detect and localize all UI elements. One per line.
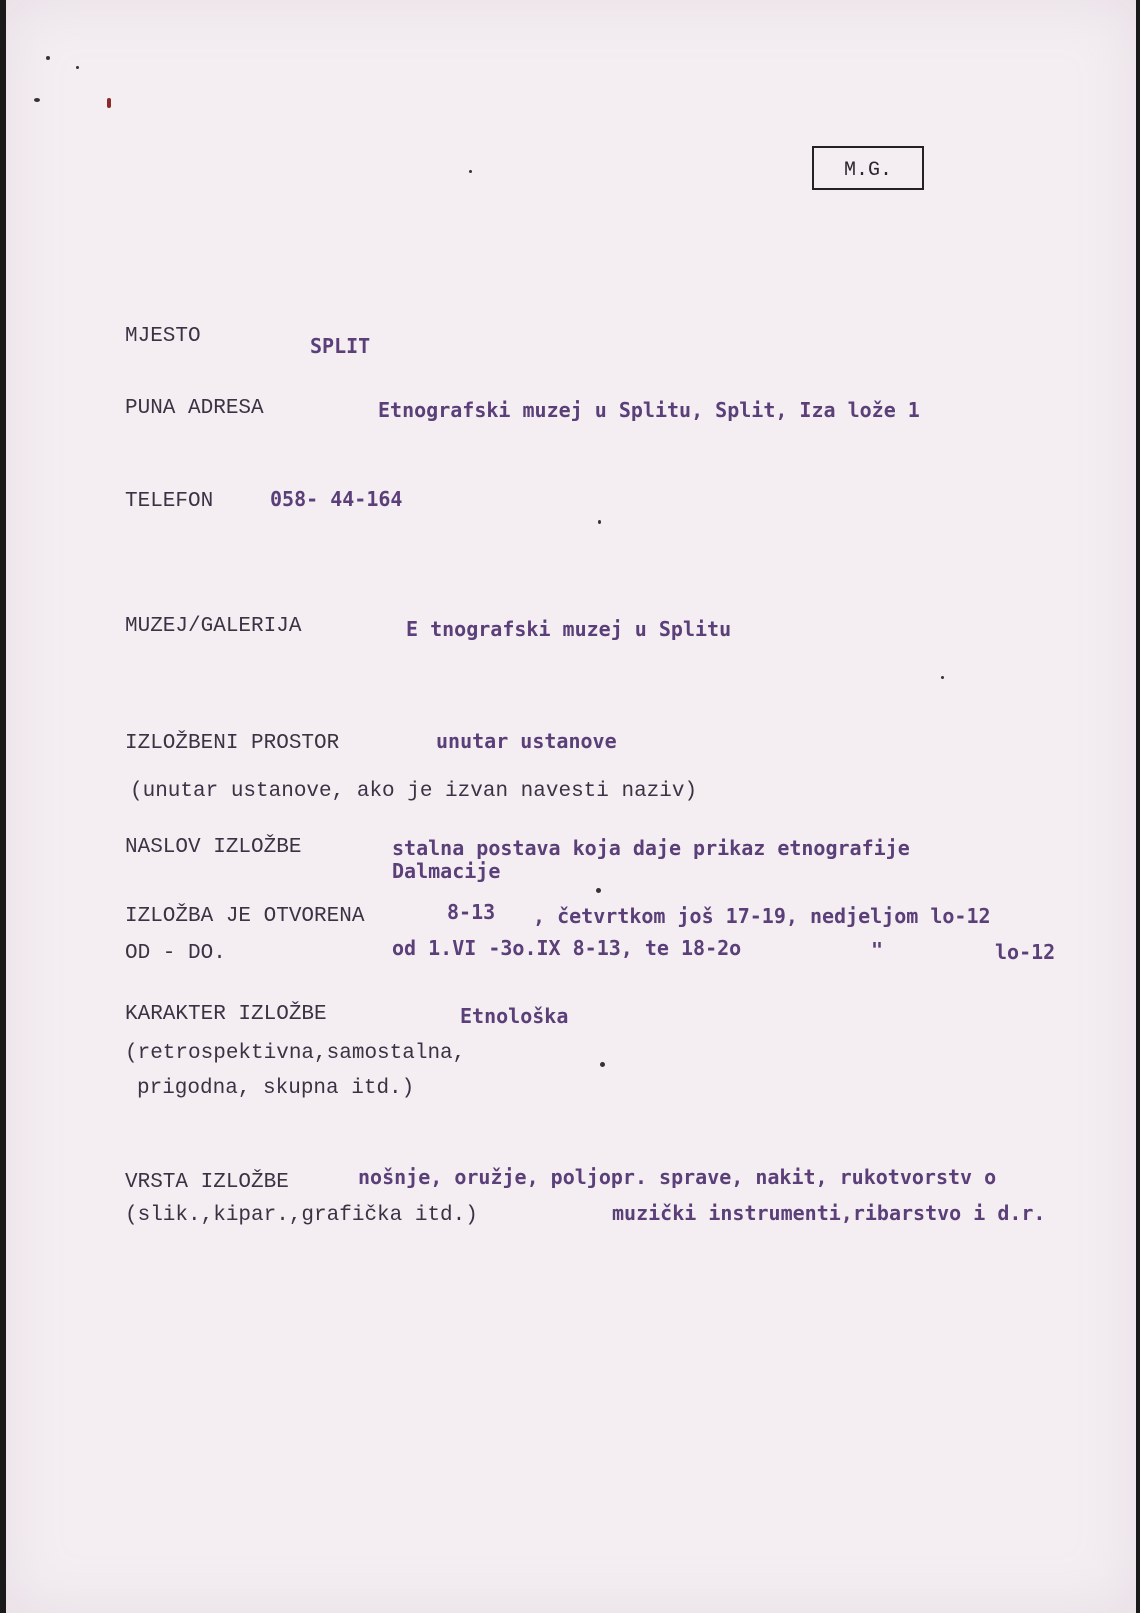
muzej-value: E tnografski muzej u Splitu — [406, 617, 732, 641]
corner-mark-box — [812, 146, 924, 190]
naslov-value-line2: Dalmacije — [392, 859, 501, 883]
telefon-label: TELEFON — [125, 490, 214, 513]
prostor-hint: (unutar ustanove, ako je izvan navesti naziv) — [130, 780, 698, 803]
adresa-value: Etnografski muzej u Splitu, Split, Iza lože 1 — [378, 398, 920, 422]
otvorena-label-line2: OD - DO. — [125, 942, 226, 965]
naslov-label: NASLOV IZLOŽBE — [125, 836, 302, 859]
telefon-value: 058- 44-164 — [270, 487, 403, 511]
otvorena-hours-weekday: 8-13 — [447, 900, 496, 924]
karakter-hint-line2: prigodna, skupna itd.) — [137, 1077, 415, 1100]
scan-speck — [600, 1062, 605, 1067]
otvorena-ditto-mark: " — [871, 938, 884, 962]
karakter-value: Etnološka — [460, 1004, 569, 1028]
otvorena-summer-hours: od 1.VI -3o.IX 8-13, te 18-2o — [392, 936, 742, 960]
vrsta-value-line2: muzički instrumenti,ribarstvo i d.r. — [612, 1201, 1046, 1225]
scan-speck — [76, 66, 79, 69]
vrsta-hint: (slik.,kipar.,grafička itd.) — [125, 1204, 478, 1227]
muzej-label: MUZEJ/GALERIJA — [125, 615, 302, 638]
scan-speck — [469, 170, 472, 173]
scan-speck — [34, 98, 40, 102]
vrsta-label: VRSTA IZLOŽBE — [125, 1171, 289, 1194]
otvorena-hours-extra: , četvrtkom još 17-19, nedjeljom lo-12 — [533, 904, 991, 928]
scan-speck — [46, 56, 50, 60]
karakter-label: KARAKTER IZLOŽBE — [125, 1003, 327, 1026]
prostor-value: unutar ustanove — [436, 729, 617, 753]
adresa-label: PUNA ADRESA — [125, 397, 264, 420]
corner-mark-text: M.G. — [843, 159, 892, 182]
scan-speck — [107, 98, 111, 108]
otvorena-label-line1: IZLOŽBA JE OTVORENA — [125, 905, 365, 928]
mjesto-label: MJESTO — [125, 325, 201, 348]
scan-speck — [596, 888, 601, 893]
scan-speck — [941, 676, 944, 679]
document-page — [6, 0, 1136, 1613]
mjesto-value: SPLIT — [310, 334, 371, 358]
scan-speck — [598, 520, 601, 524]
karakter-hint-line1: (retrospektivna,samostalna, — [125, 1042, 466, 1065]
otvorena-summer-sunday: lo-12 — [995, 940, 1056, 964]
naslov-value-line1: stalna postava koja daje prikaz etnografije — [392, 836, 910, 860]
prostor-label: IZLOŽBENI PROSTOR — [125, 732, 340, 755]
vrsta-value-line1: nošnje, oružje, poljopr. sprave, nakit, rukotvorstv o — [358, 1165, 997, 1189]
